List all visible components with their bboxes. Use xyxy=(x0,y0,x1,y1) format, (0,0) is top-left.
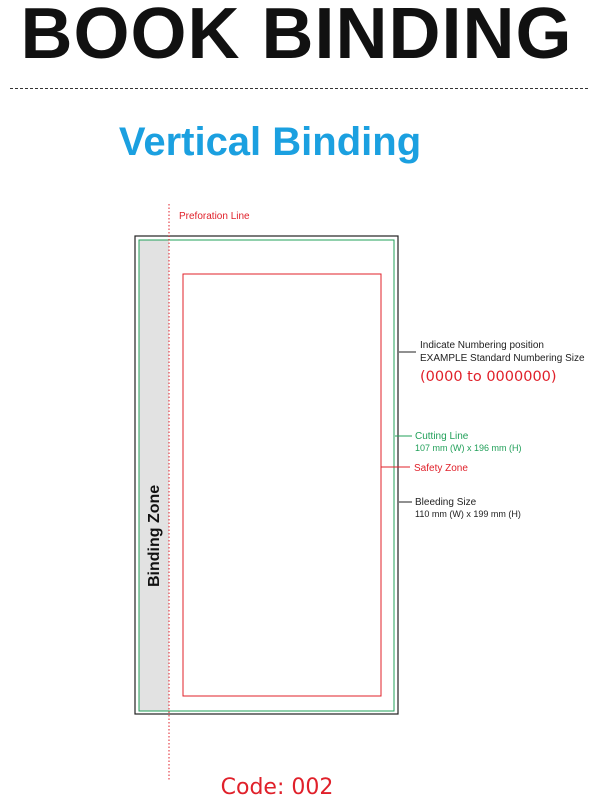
binding-zone-area xyxy=(139,240,169,711)
bleeding-boundary xyxy=(135,236,398,714)
bleeding-size-label: Bleeding Size xyxy=(415,497,477,508)
diagram-subtitle: Vertical Binding xyxy=(118,120,422,164)
numbering-position-label: Indicate Numbering position xyxy=(420,340,544,351)
cutting-size-label: 107 mm (W) x 196 mm (H) xyxy=(415,443,522,453)
cutting-line-label: Cutting Line xyxy=(415,431,469,442)
binding-zone-label: Binding Zone xyxy=(146,484,163,587)
safety-zone-boundary xyxy=(183,274,381,696)
code-label: Code: 002 xyxy=(220,775,334,800)
numbering-example-label: EXAMPLE Standard Numbering Size xyxy=(420,353,585,364)
bleeding-dims-label: 110 mm (W) x 199 mm (H) xyxy=(415,509,521,519)
cutting-line-boundary xyxy=(139,240,394,711)
numbering-range-label: (0000 to 0000000) xyxy=(420,369,557,385)
page-title: BOOK BINDING xyxy=(20,0,573,74)
perforation-line-label: Preforation Line xyxy=(179,211,250,222)
safety-zone-label: Safety Zone xyxy=(414,463,468,474)
